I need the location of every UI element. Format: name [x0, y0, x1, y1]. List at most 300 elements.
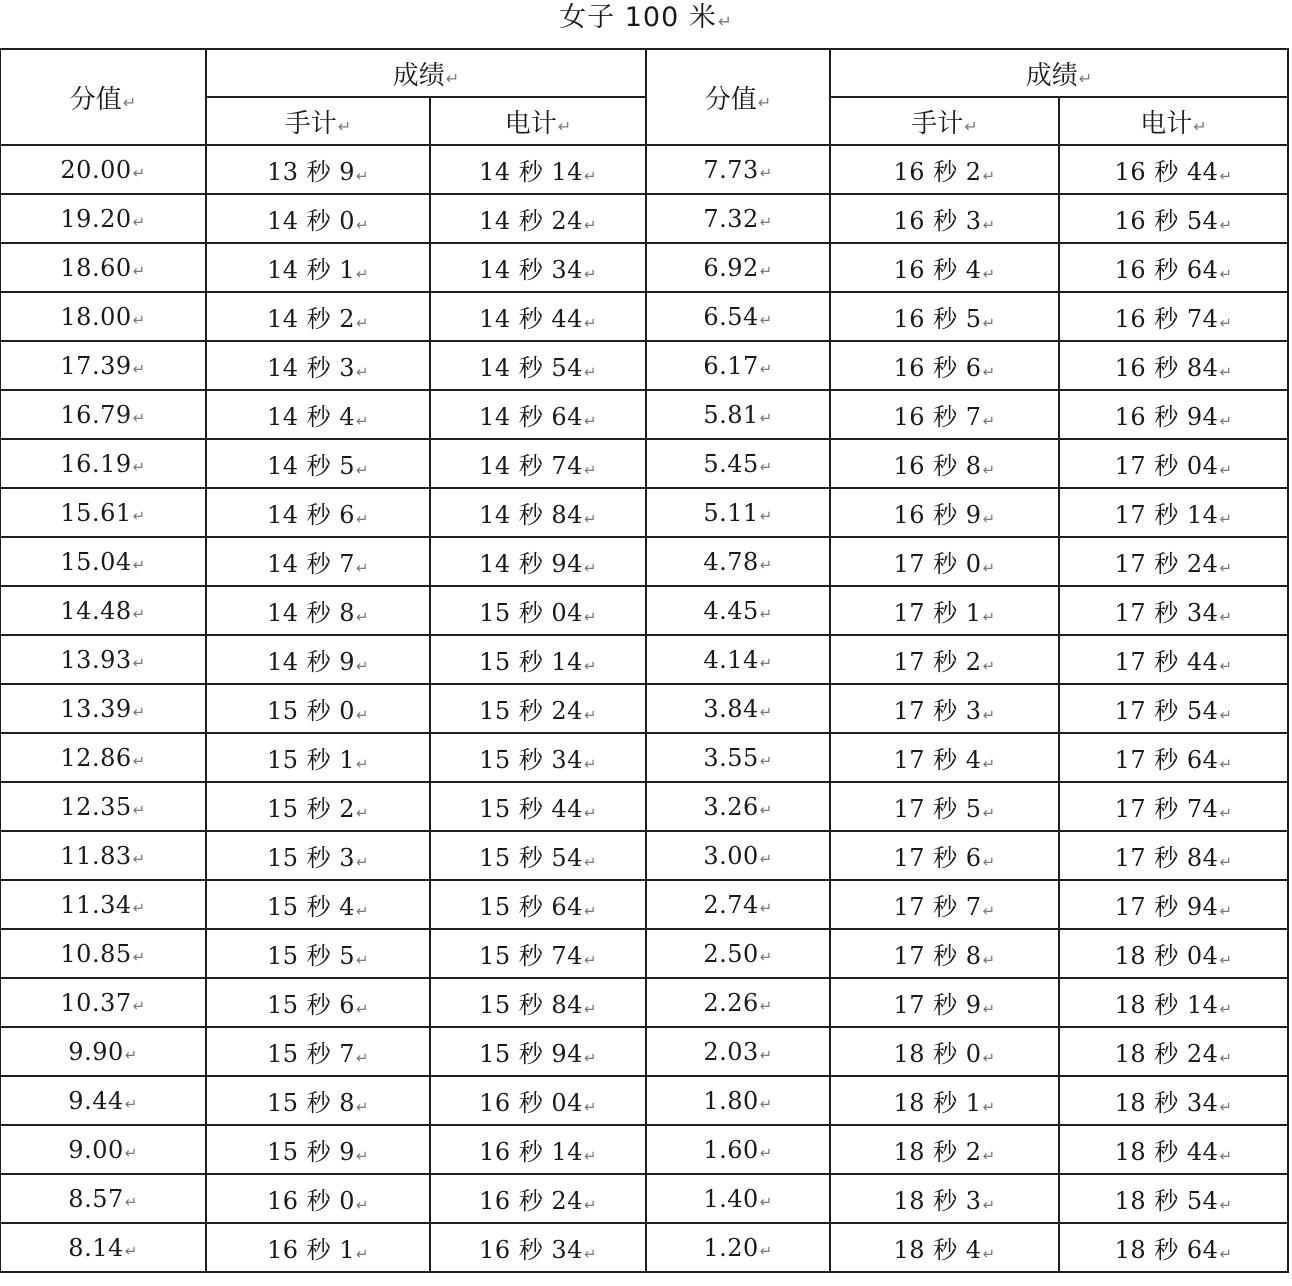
score-left-cell: 10.85↵: [0, 929, 206, 978]
electric-right-cell: 17 秒 44↵: [1059, 635, 1288, 684]
paragraph-mark-icon: ↵: [583, 852, 597, 871]
hand-left-cell: 16 秒 1↵: [206, 1223, 430, 1272]
hand-right-cell: 18 秒 1↵: [830, 1076, 1059, 1125]
paragraph-mark-icon: ↵: [759, 1144, 773, 1163]
table-row: [0, 635, 1288, 684]
hand-right-cell: 18 秒 4↵: [830, 1223, 1059, 1272]
electric-left-cell: 14 秒 84↵: [430, 488, 646, 537]
paragraph-mark-icon: ↵: [356, 901, 370, 920]
hand-right-cell: 16 秒 8↵: [830, 439, 1059, 488]
paragraph-mark-icon: ↵: [583, 411, 597, 430]
score-left-cell: 17.39↵: [0, 341, 206, 390]
paragraph-mark-icon: ↵: [356, 1195, 370, 1214]
header-electric-left: 电计↵: [430, 97, 646, 145]
paragraph-mark-icon: ↵: [132, 997, 146, 1016]
paragraph-mark-icon: ↵: [124, 1144, 138, 1163]
score-left-cell: 9.00↵: [0, 1125, 206, 1174]
paragraph-mark-icon: ↵: [356, 1097, 370, 1116]
score-right-cell: 3.00↵: [646, 831, 830, 880]
paragraph-mark-icon: ↵: [132, 556, 146, 575]
paragraph-mark-icon: ↵: [982, 754, 996, 773]
paragraph-mark-icon: ↵: [1219, 215, 1233, 234]
header-result-right: 成绩↵: [830, 49, 1288, 97]
paragraph-mark-icon: ↵: [1193, 117, 1207, 137]
table-row: [0, 929, 1288, 978]
paragraph-mark-icon: ↵: [132, 703, 146, 722]
table-row: [0, 586, 1288, 635]
hand-left-cell: 16 秒 0↵: [206, 1174, 430, 1223]
score-left-cell: 14.48↵: [0, 586, 206, 635]
paragraph-mark-icon: ↵: [982, 607, 996, 626]
hand-left-cell: 13 秒 9↵: [206, 145, 430, 194]
paragraph-mark-icon: ↵: [757, 93, 772, 113]
electric-right-cell: 18 秒 54↵: [1059, 1174, 1288, 1223]
hand-left-cell: 14 秒 1↵: [206, 243, 430, 292]
paragraph-mark-icon: ↵: [356, 754, 370, 773]
paragraph-mark-icon: ↵: [759, 164, 773, 183]
score-left-cell: 12.35↵: [0, 782, 206, 831]
paragraph-mark-icon: ↵: [982, 1048, 996, 1067]
paragraph-mark-icon: ↵: [759, 556, 773, 575]
electric-left-cell: 16 秒 34↵: [430, 1223, 646, 1272]
electric-left-cell: 14 秒 74↵: [430, 439, 646, 488]
paragraph-mark-icon: ↵: [1219, 1195, 1233, 1214]
score-right-cell: 3.55↵: [646, 733, 830, 782]
electric-left-cell: 14 秒 24↵: [430, 194, 646, 243]
score-right-cell: 1.40↵: [646, 1174, 830, 1223]
table-row: [0, 1223, 1288, 1272]
hand-right-cell: 16 秒 5↵: [830, 292, 1059, 341]
score-left-cell: 13.39↵: [0, 684, 206, 733]
paragraph-mark-icon: ↵: [356, 852, 370, 871]
hand-right-cell: 16 秒 2↵: [830, 145, 1059, 194]
electric-left-cell: 14 秒 54↵: [430, 341, 646, 390]
electric-left-cell: 15 秒 84↵: [430, 978, 646, 1027]
table-body: [0, 145, 1288, 1272]
electric-right-cell: 17 秒 94↵: [1059, 880, 1288, 929]
hand-right-cell: 17 秒 1↵: [830, 586, 1059, 635]
electric-left-cell: 14 秒 64↵: [430, 390, 646, 439]
paragraph-mark-icon: ↵: [583, 509, 597, 528]
hand-right-cell: 17 秒 7↵: [830, 880, 1059, 929]
score-right-cell: 2.74↵: [646, 880, 830, 929]
electric-right-cell: 17 秒 84↵: [1059, 831, 1288, 880]
electric-right-cell: 16 秒 94↵: [1059, 390, 1288, 439]
paragraph-mark-icon: ↵: [356, 166, 370, 185]
title-text: 女子 100 米: [559, 2, 717, 33]
paragraph-mark-icon: ↵: [132, 360, 146, 379]
paragraph-mark-icon: ↵: [583, 264, 597, 283]
paragraph-mark-icon: ↵: [1219, 803, 1233, 822]
hand-left-cell: 15 秒 2↵: [206, 782, 430, 831]
hand-right-cell: 17 秒 0↵: [830, 537, 1059, 586]
paragraph-mark-icon: ↵: [1219, 705, 1233, 724]
paragraph-mark-icon: ↵: [583, 1146, 597, 1165]
paragraph-mark-icon: ↵: [1219, 607, 1233, 626]
paragraph-mark-icon: ↵: [583, 1244, 597, 1263]
hand-right-cell: 17 秒 3↵: [830, 684, 1059, 733]
electric-right-cell: 17 秒 14↵: [1059, 488, 1288, 537]
paragraph-mark-icon: ↵: [759, 409, 773, 428]
hand-right-cell: 18 秒 0↵: [830, 1027, 1059, 1076]
paragraph-mark-icon: ↵: [356, 264, 370, 283]
paragraph-mark-icon: ↵: [583, 803, 597, 822]
paragraph-mark-icon: ↵: [132, 605, 146, 624]
electric-left-cell: 15 秒 34↵: [430, 733, 646, 782]
score-right-cell: 6.54↵: [646, 292, 830, 341]
paragraph-mark-icon: ↵: [1219, 754, 1233, 773]
electric-left-cell: 15 秒 64↵: [430, 880, 646, 929]
score-left-cell: 16.19↵: [0, 439, 206, 488]
hand-right-cell: 17 秒 2↵: [830, 635, 1059, 684]
paragraph-mark-icon: ↵: [1219, 362, 1233, 381]
paragraph-mark-icon: ↵: [337, 117, 352, 137]
paragraph-mark-icon: ↵: [1219, 1244, 1233, 1263]
paragraph-mark-icon: ↵: [356, 705, 370, 724]
paragraph-mark-icon: ↵: [583, 901, 597, 920]
score-right-cell: 2.50↵: [646, 929, 830, 978]
paragraph-mark-icon: ↵: [583, 705, 597, 724]
paragraph-mark-icon: ↵: [445, 69, 460, 89]
score-right-cell: 4.14↵: [646, 635, 830, 684]
score-right-cell: 7.32↵: [646, 194, 830, 243]
hand-right-cell: 18 秒 3↵: [830, 1174, 1059, 1223]
paragraph-mark-icon: ↵: [982, 999, 996, 1018]
score-left-cell: 15.04↵: [0, 537, 206, 586]
hand-left-cell: 14 秒 3↵: [206, 341, 430, 390]
score-right-cell: 2.26↵: [646, 978, 830, 1027]
paragraph-mark-icon: ↵: [982, 215, 996, 234]
score-right-cell: 2.03↵: [646, 1027, 830, 1076]
hand-left-cell: 14 秒 5↵: [206, 439, 430, 488]
score-left-cell: 18.60↵: [0, 243, 206, 292]
hand-left-cell: 15 秒 8↵: [206, 1076, 430, 1125]
paragraph-mark-icon: ↵: [982, 313, 996, 332]
paragraph-mark-icon: ↵: [356, 558, 370, 577]
paragraph-mark-icon: ↵: [759, 703, 773, 722]
electric-left-cell: 14 秒 94↵: [430, 537, 646, 586]
electric-right-cell: 18 秒 04↵: [1059, 929, 1288, 978]
electric-left-cell: 16 秒 24↵: [430, 1174, 646, 1223]
electric-right-cell: 16 秒 44↵: [1059, 145, 1288, 194]
paragraph-mark-icon: ↵: [982, 950, 996, 969]
table-row: [0, 782, 1288, 831]
hand-right-cell: 17 秒 5↵: [830, 782, 1059, 831]
paragraph-mark-icon: ↵: [982, 705, 996, 724]
electric-right-cell: 16 秒 74↵: [1059, 292, 1288, 341]
score-left-cell: 15.61↵: [0, 488, 206, 537]
paragraph-mark-icon: ↵: [982, 656, 996, 675]
electric-right-cell: 17 秒 74↵: [1059, 782, 1288, 831]
paragraph-mark-icon: ↵: [759, 605, 773, 624]
paragraph-mark-icon: ↵: [356, 460, 370, 479]
table-row: [0, 439, 1288, 488]
paragraph-mark-icon: ↵: [356, 1048, 370, 1067]
paragraph-mark-icon: ↵: [132, 213, 146, 232]
paragraph-mark-icon: ↵: [1219, 264, 1233, 283]
score-left-cell: 18.00↵: [0, 292, 206, 341]
score-left-cell: 20.00↵: [0, 145, 206, 194]
score-right-cell: 6.17↵: [646, 341, 830, 390]
paragraph-mark-icon: ↵: [1219, 1146, 1233, 1165]
paragraph-mark-icon: ↵: [982, 166, 996, 185]
paragraph-mark-icon: ↵: [1078, 69, 1093, 89]
paragraph-mark-icon: ↵: [356, 509, 370, 528]
paragraph-mark-icon: ↵: [124, 1095, 138, 1114]
electric-right-cell: 18 秒 24↵: [1059, 1027, 1288, 1076]
paragraph-mark-icon: ↵: [583, 1195, 597, 1214]
electric-left-cell: 15 秒 14↵: [430, 635, 646, 684]
score-right-cell: 7.73↵: [646, 145, 830, 194]
paragraph-mark-icon: ↵: [759, 801, 773, 820]
paragraph-mark-icon: ↵: [356, 656, 370, 675]
paragraph-mark-icon: ↵: [1219, 1097, 1233, 1116]
score-right-cell: 4.78↵: [646, 537, 830, 586]
score-left-cell: 10.37↵: [0, 978, 206, 1027]
paragraph-mark-icon: ↵: [759, 360, 773, 379]
table-row: [0, 733, 1288, 782]
electric-right-cell: 18 秒 14↵: [1059, 978, 1288, 1027]
paragraph-mark-icon: ↵: [759, 507, 773, 526]
table-row: [0, 880, 1288, 929]
electric-right-cell: 17 秒 34↵: [1059, 586, 1288, 635]
paragraph-mark-icon: ↵: [982, 509, 996, 528]
paragraph-mark-icon: ↵: [356, 1244, 370, 1263]
paragraph-mark-icon: ↵: [124, 1046, 138, 1065]
score-left-cell: 11.34↵: [0, 880, 206, 929]
paragraph-mark-icon: ↵: [964, 117, 978, 137]
paragraph-mark-icon: ↵: [759, 997, 773, 1016]
hand-left-cell: 15 秒 1↵: [206, 733, 430, 782]
paragraph-mark-icon: ↵: [356, 362, 370, 381]
paragraph-mark-icon: ↵: [132, 948, 146, 967]
electric-right-cell: 18 秒 34↵: [1059, 1076, 1288, 1125]
paragraph-mark-icon: ↵: [124, 1193, 138, 1212]
paragraph-mark-icon: ↵: [717, 10, 733, 31]
score-right-cell: 3.26↵: [646, 782, 830, 831]
paragraph-mark-icon: ↵: [982, 1244, 996, 1263]
hand-left-cell: 14 秒 9↵: [206, 635, 430, 684]
paragraph-mark-icon: ↵: [982, 460, 996, 479]
paragraph-mark-icon: ↵: [1219, 950, 1233, 969]
hand-left-cell: 14 秒 0↵: [206, 194, 430, 243]
hand-right-cell: 16 秒 6↵: [830, 341, 1059, 390]
paragraph-mark-icon: ↵: [583, 1097, 597, 1116]
paragraph-mark-icon: ↵: [124, 1242, 138, 1261]
paragraph-mark-icon: ↵: [356, 999, 370, 1018]
score-left-cell: 16.79↵: [0, 390, 206, 439]
score-right-cell: 1.80↵: [646, 1076, 830, 1125]
header-electric-right: 电计↵: [1059, 97, 1288, 145]
paragraph-mark-icon: ↵: [1219, 656, 1233, 675]
electric-left-cell: 15 秒 04↵: [430, 586, 646, 635]
electric-right-cell: 18 秒 64↵: [1059, 1223, 1288, 1272]
paragraph-mark-icon: ↵: [759, 1095, 773, 1114]
table-row: [0, 684, 1288, 733]
page-title: [0, 0, 1292, 42]
score-right-cell: 5.45↵: [646, 439, 830, 488]
hand-left-cell: 15 秒 7↵: [206, 1027, 430, 1076]
score-right-cell: 1.60↵: [646, 1125, 830, 1174]
hand-right-cell: 17 秒 8↵: [830, 929, 1059, 978]
score-left-cell: 8.14↵: [0, 1223, 206, 1272]
table-row: [0, 341, 1288, 390]
hand-left-cell: 14 秒 7↵: [206, 537, 430, 586]
table-row: [0, 292, 1288, 341]
paragraph-mark-icon: ↵: [982, 1146, 996, 1165]
paragraph-mark-icon: ↵: [557, 117, 572, 137]
hand-right-cell: 16 秒 3↵: [830, 194, 1059, 243]
hand-left-cell: 14 秒 2↵: [206, 292, 430, 341]
paragraph-mark-icon: ↵: [583, 460, 597, 479]
score-left-cell: 9.90↵: [0, 1027, 206, 1076]
electric-left-cell: 15 秒 94↵: [430, 1027, 646, 1076]
score-table: [0, 48, 1289, 1273]
table-row: [0, 243, 1288, 292]
paragraph-mark-icon: ↵: [1219, 852, 1233, 871]
paragraph-mark-icon: ↵: [982, 901, 996, 920]
electric-left-cell: 14 秒 34↵: [430, 243, 646, 292]
electric-left-cell: 14 秒 14↵: [430, 145, 646, 194]
paragraph-mark-icon: ↵: [982, 362, 996, 381]
paragraph-mark-icon: ↵: [759, 1046, 773, 1065]
paragraph-mark-icon: ↵: [583, 362, 597, 381]
score-right-cell: 3.84↵: [646, 684, 830, 733]
hand-left-cell: 15 秒 4↵: [206, 880, 430, 929]
paragraph-mark-icon: ↵: [1219, 509, 1233, 528]
electric-left-cell: 14 秒 44↵: [430, 292, 646, 341]
table-row: [0, 1076, 1288, 1125]
score-right-cell: 5.81↵: [646, 390, 830, 439]
hand-right-cell: 17 秒 4↵: [830, 733, 1059, 782]
score-right-cell: 4.45↵: [646, 586, 830, 635]
hand-left-cell: 14 秒 8↵: [206, 586, 430, 635]
electric-right-cell: 17 秒 24↵: [1059, 537, 1288, 586]
paragraph-mark-icon: ↵: [356, 313, 370, 332]
paragraph-mark-icon: ↵: [132, 654, 146, 673]
paragraph-mark-icon: ↵: [583, 1048, 597, 1067]
electric-right-cell: 16 秒 84↵: [1059, 341, 1288, 390]
paragraph-mark-icon: ↵: [759, 1193, 773, 1212]
paragraph-mark-icon: ↵: [1219, 558, 1233, 577]
paragraph-mark-icon: ↵: [1219, 313, 1233, 332]
paragraph-mark-icon: ↵: [122, 93, 137, 113]
paragraph-mark-icon: ↵: [132, 850, 146, 869]
table-row: [0, 145, 1288, 194]
electric-right-cell: 16 秒 64↵: [1059, 243, 1288, 292]
paragraph-mark-icon: ↵: [759, 458, 773, 477]
electric-right-cell: 18 秒 44↵: [1059, 1125, 1288, 1174]
score-right-cell: 1.20↵: [646, 1223, 830, 1272]
paragraph-mark-icon: ↵: [1219, 460, 1233, 479]
paragraph-mark-icon: ↵: [1219, 901, 1233, 920]
header-score-left: 分值↵: [0, 49, 206, 145]
hand-left-cell: 15 秒 5↵: [206, 929, 430, 978]
paragraph-mark-icon: ↵: [982, 803, 996, 822]
table-row: [0, 831, 1288, 880]
paragraph-mark-icon: ↵: [132, 311, 146, 330]
header-hand-right: 手计↵: [830, 97, 1059, 145]
table-row: [0, 978, 1288, 1027]
paragraph-mark-icon: ↵: [759, 311, 773, 330]
paragraph-mark-icon: ↵: [1219, 411, 1233, 430]
paragraph-mark-icon: ↵: [132, 752, 146, 771]
electric-left-cell: 15 秒 24↵: [430, 684, 646, 733]
electric-right-cell: 16 秒 54↵: [1059, 194, 1288, 243]
hand-right-cell: 17 秒 6↵: [830, 831, 1059, 880]
paragraph-mark-icon: ↵: [132, 262, 146, 281]
paragraph-mark-icon: ↵: [356, 607, 370, 626]
electric-right-cell: 17 秒 64↵: [1059, 733, 1288, 782]
score-left-cell: 19.20↵: [0, 194, 206, 243]
hand-left-cell: 15 秒 0↵: [206, 684, 430, 733]
paragraph-mark-icon: ↵: [759, 850, 773, 869]
score-right-cell: 5.11↵: [646, 488, 830, 537]
hand-right-cell: 16 秒 4↵: [830, 243, 1059, 292]
paragraph-mark-icon: ↵: [759, 752, 773, 771]
score-left-cell: 9.44↵: [0, 1076, 206, 1125]
header-row-1: [0, 49, 1288, 97]
paragraph-mark-icon: ↵: [982, 852, 996, 871]
hand-left-cell: 15 秒 6↵: [206, 978, 430, 1027]
paragraph-mark-icon: ↵: [356, 1146, 370, 1165]
table-row: [0, 488, 1288, 537]
score-right-cell: 6.92↵: [646, 243, 830, 292]
hand-right-cell: 16 秒 7↵: [830, 390, 1059, 439]
paragraph-mark-icon: ↵: [583, 607, 597, 626]
paragraph-mark-icon: ↵: [583, 754, 597, 773]
score-left-cell: 8.57↵: [0, 1174, 206, 1223]
score-left-cell: 12.86↵: [0, 733, 206, 782]
paragraph-mark-icon: ↵: [583, 656, 597, 675]
paragraph-mark-icon: ↵: [982, 264, 996, 283]
paragraph-mark-icon: ↵: [132, 801, 146, 820]
electric-left-cell: 15 秒 44↵: [430, 782, 646, 831]
paragraph-mark-icon: ↵: [759, 948, 773, 967]
score-left-cell: 11.83↵: [0, 831, 206, 880]
paragraph-mark-icon: ↵: [356, 803, 370, 822]
paragraph-mark-icon: ↵: [356, 950, 370, 969]
paragraph-mark-icon: ↵: [1219, 166, 1233, 185]
paragraph-mark-icon: ↵: [1219, 999, 1233, 1018]
paragraph-mark-icon: ↵: [759, 1242, 773, 1261]
paragraph-mark-icon: ↵: [1219, 1048, 1233, 1067]
hand-left-cell: 14 秒 6↵: [206, 488, 430, 537]
hand-right-cell: 16 秒 9↵: [830, 488, 1059, 537]
header-score-right: 分值↵: [646, 49, 830, 145]
paragraph-mark-icon: ↵: [132, 409, 146, 428]
paragraph-mark-icon: ↵: [759, 213, 773, 232]
hand-right-cell: 17 秒 9↵: [830, 978, 1059, 1027]
paragraph-mark-icon: ↵: [132, 899, 146, 918]
table-row: [0, 1125, 1288, 1174]
electric-right-cell: 17 秒 54↵: [1059, 684, 1288, 733]
paragraph-mark-icon: ↵: [356, 411, 370, 430]
hand-right-cell: 18 秒 2↵: [830, 1125, 1059, 1174]
paragraph-mark-icon: ↵: [982, 1195, 996, 1214]
electric-right-cell: 17 秒 04↵: [1059, 439, 1288, 488]
paragraph-mark-icon: ↵: [583, 999, 597, 1018]
electric-left-cell: 16 秒 04↵: [430, 1076, 646, 1125]
paragraph-mark-icon: ↵: [583, 558, 597, 577]
paragraph-mark-icon: ↵: [132, 458, 146, 477]
table-row: [0, 1027, 1288, 1076]
hand-left-cell: 15 秒 9↵: [206, 1125, 430, 1174]
paragraph-mark-icon: ↵: [982, 558, 996, 577]
hand-left-cell: 14 秒 4↵: [206, 390, 430, 439]
paragraph-mark-icon: ↵: [132, 164, 146, 183]
paragraph-mark-icon: ↵: [759, 899, 773, 918]
